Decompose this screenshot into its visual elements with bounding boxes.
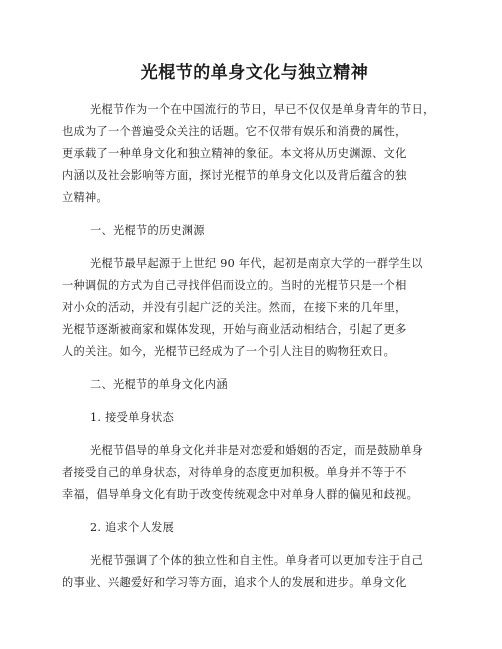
paragraph-line: 光棍节强调了个体的独立性和自主性。单身者可以更加专注于自己 <box>90 554 424 567</box>
paragraph-line: 者接受自己的单身状态，对待单身的态度更加积极。单身并不等于不 <box>62 466 407 479</box>
history-paragraph <box>62 253 447 363</box>
personal-growth-paragraph <box>62 550 447 594</box>
section-heading-culture: 二、光棍节的单身文化内涵 <box>90 378 228 391</box>
paragraph-line: 光棍节最早起源于上世纪 90 年代，起初是南京大学的一群学生以 <box>90 257 423 270</box>
paragraph-line: 光棍节作为一个在中国流行的节日，早已不仅仅是单身青年的节日， <box>90 103 435 116</box>
paragraph-line: 光棍节逐渐被商家和媒体发现，开始与商业活动相结合，引起了更多 <box>62 323 407 336</box>
paragraph-line: 内涵以及社会影响等方面，探讨光棍节的单身文化以及背后蕴含的独 <box>62 169 407 182</box>
document-title: 光棍节的单身文化与独立精神 <box>140 63 369 83</box>
paragraph-line: 幸福，倡导单身文化有助于改变传统观念中对单身人群的偏见和歧视。 <box>62 488 419 501</box>
intro-paragraph <box>62 99 447 209</box>
accept-single-paragraph <box>62 440 447 506</box>
paragraph-line: 立精神。 <box>62 191 108 204</box>
subheading-personal-growth: 2. 追求个人发展 <box>90 521 175 534</box>
paragraph-line: 人的关注。如今，光棍节已经成为了一个引人注目的购物狂欢日。 <box>62 345 396 358</box>
paragraph-line: 更承载了一种单身文化和独立精神的象征。本文将从历史渊源、文化 <box>62 147 407 160</box>
paragraph-line: 的事业、兴趣爱好和学习等方面，追求个人的发展和进步。单身文化 <box>62 576 407 589</box>
subheading-accept-single: 1. 接受单身状态 <box>90 411 175 424</box>
paragraph-line: 也成为了一个普遍受众关注的话题。它不仅带有娱乐和消费的属性， <box>62 125 407 138</box>
paragraph-line: 光棍节倡导的单身文化并非是对恋爱和婚姻的否定，而是鼓励单身 <box>90 444 424 457</box>
paragraph-line: 一种调侃的方式为自己寻找伴侣而设立的。当时的光棍节只是一个相 <box>62 279 407 292</box>
paragraph-line: 对小众的活动，并没有引起广泛的关注。然而，在接下来的几年里， <box>62 301 407 314</box>
section-heading-history: 一、光棍节的历史渊源 <box>90 224 205 237</box>
